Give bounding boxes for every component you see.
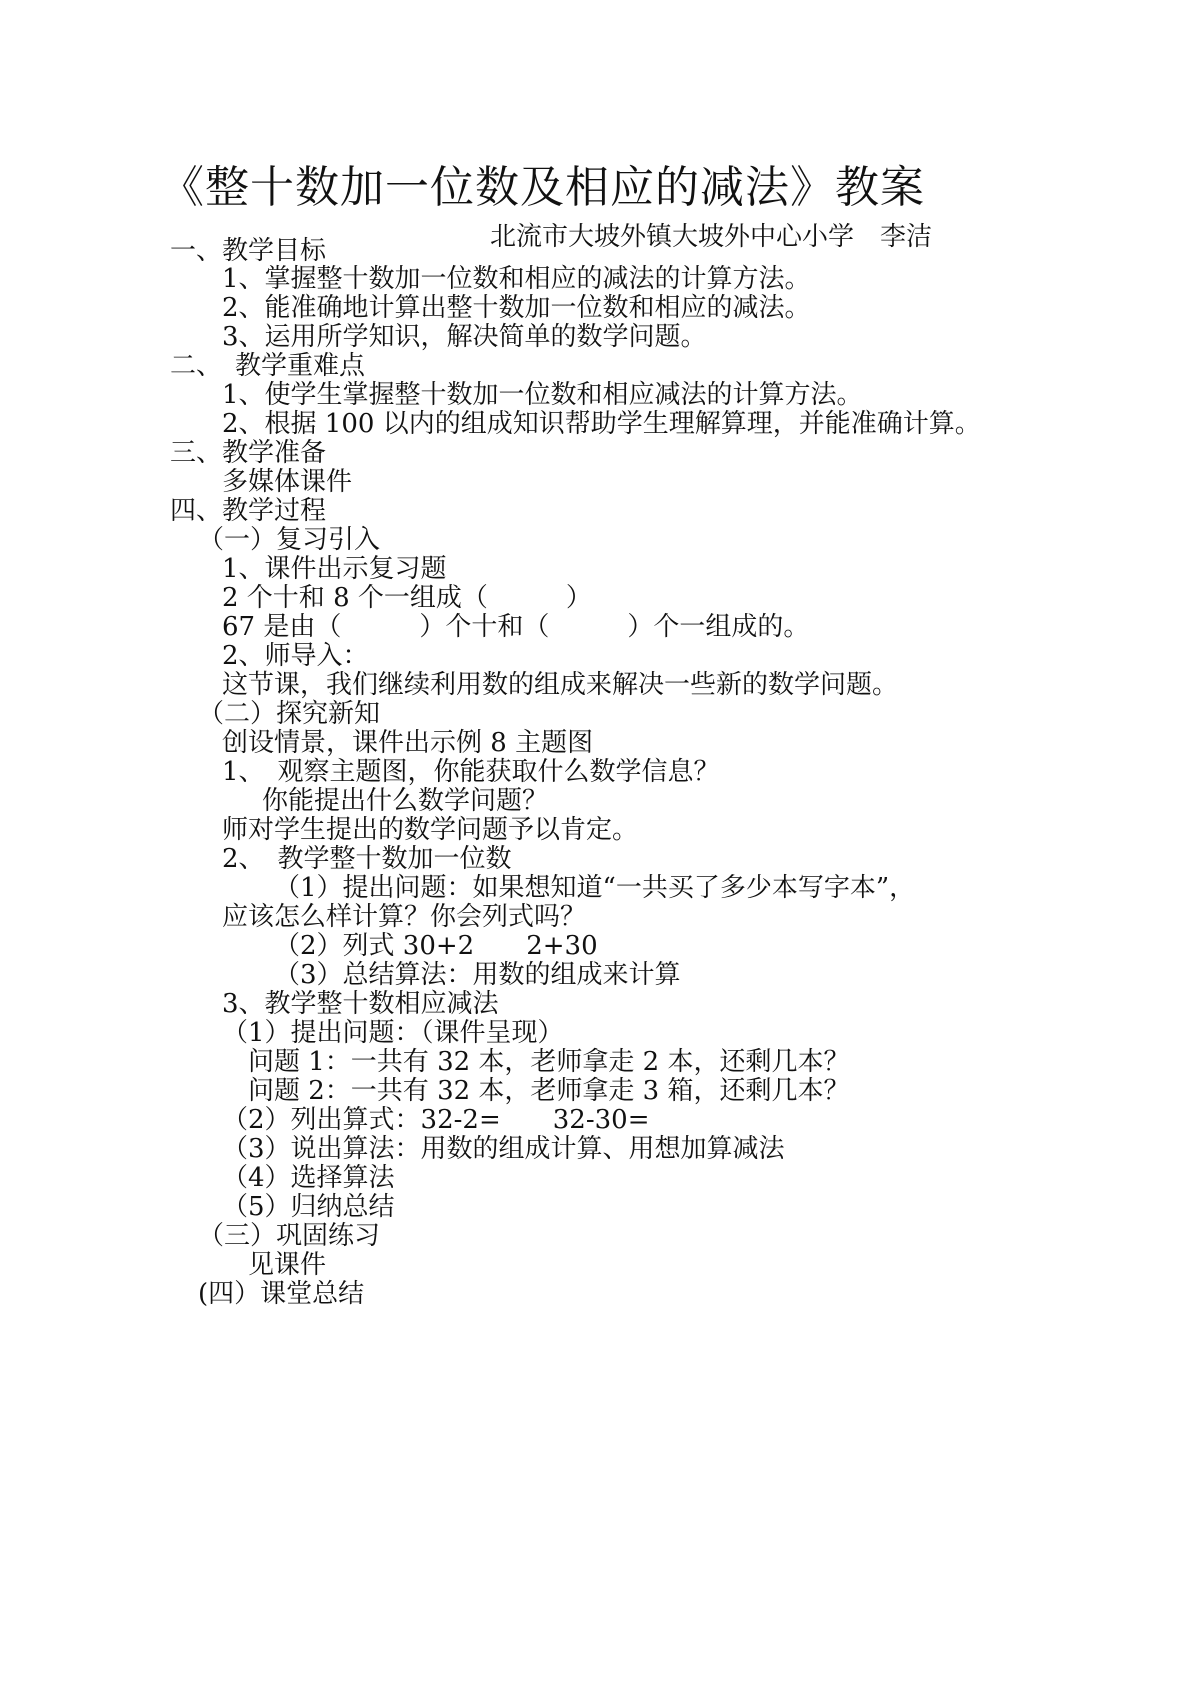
explore-item-4: 师对学生提出的数学问题予以肯定。: [222, 815, 639, 845]
practice-item-1: 见课件: [248, 1250, 327, 1280]
key-point-item-2: 2、根据 100 以内的组成知识帮助学生理解算理，并能准确计算。: [222, 409, 981, 439]
author-line: 北流市大坡外镇大坡外中心小学 李洁: [490, 222, 933, 252]
review-item-3: 67 是由（ ）个十和（ ）个一组成的。: [222, 612, 810, 642]
document-title: 《整十数加一位数及相应的减法》教案: [160, 162, 925, 213]
explore-item-2: 1、 观察主题图，你能获取什么数学信息？: [222, 757, 720, 787]
section-heading-key-points: 二、 教学重难点: [170, 351, 366, 381]
explore-item-3: 你能提出什么数学问题？: [262, 786, 549, 816]
explore-item-11: （1）提出问题：（课件呈现）: [222, 1018, 564, 1048]
explore-item-17: （5）归纳总结: [222, 1192, 395, 1222]
subsection-heading-review: （一）复习引入: [198, 525, 381, 555]
explore-item-10: 3、教学整十数相应减法: [222, 989, 499, 1019]
explore-item-16: （4）选择算法: [222, 1163, 395, 1193]
review-item-4: 2、师导入：: [222, 641, 369, 671]
key-point-item-1: 1、使学生掌握整十数加一位数和相应减法的计算方法。: [222, 380, 863, 410]
explore-item-9: （3）总结算法：用数的组成来计算: [274, 960, 681, 990]
explore-item-6: （1）提出问题：如果想知道“一共买了多少本写字本”，: [274, 873, 916, 903]
explore-item-1: 创设情景，课件出示例 8 主题图: [222, 728, 594, 758]
explore-item-7: 应该怎么样计算？你会列式吗？: [222, 902, 587, 932]
explore-item-8: （2）列式 30+2 2+30: [274, 931, 598, 961]
section-heading-preparation: 三、教学准备: [170, 438, 327, 468]
review-item-1: 1、课件出示复习题: [222, 554, 447, 584]
explore-item-15: （3）说出算法：用数的组成计算、用想加算减法: [222, 1134, 785, 1164]
subsection-heading-summary: (四）课堂总结: [198, 1279, 365, 1309]
section-heading-objectives: 一、教学目标: [170, 236, 327, 266]
review-item-5: 这节课，我们继续利用数的组成来解决一些新的数学问题。: [222, 670, 899, 700]
objective-item-1: 1、掌握整十数加一位数和相应的减法的计算方法。: [222, 264, 811, 294]
preparation-item-1: 多媒体课件: [222, 467, 353, 497]
explore-item-5: 2、 教学整十数加一位数: [222, 844, 512, 874]
explore-item-14: （2）列出算式：32-2= 32-30=: [222, 1105, 650, 1135]
objective-item-3: 3、运用所学知识，解决简单的数学问题。: [222, 322, 707, 352]
objective-item-2: 2、能准确地计算出整十数加一位数和相应的减法。: [222, 293, 811, 323]
explore-item-13: 问题 2：一共有 32 本，老师拿走 3 箱，还剩几本？: [248, 1076, 850, 1106]
explore-item-12: 问题 1：一共有 32 本，老师拿走 2 本，还剩几本？: [248, 1047, 850, 1077]
review-item-2: 2 个十和 8 个一组成（ ）: [222, 583, 592, 613]
subsection-heading-explore: （二）探究新知: [198, 699, 381, 729]
section-heading-process: 四、教学过程: [170, 496, 327, 526]
subsection-heading-practice: （三）巩固练习: [198, 1221, 381, 1251]
